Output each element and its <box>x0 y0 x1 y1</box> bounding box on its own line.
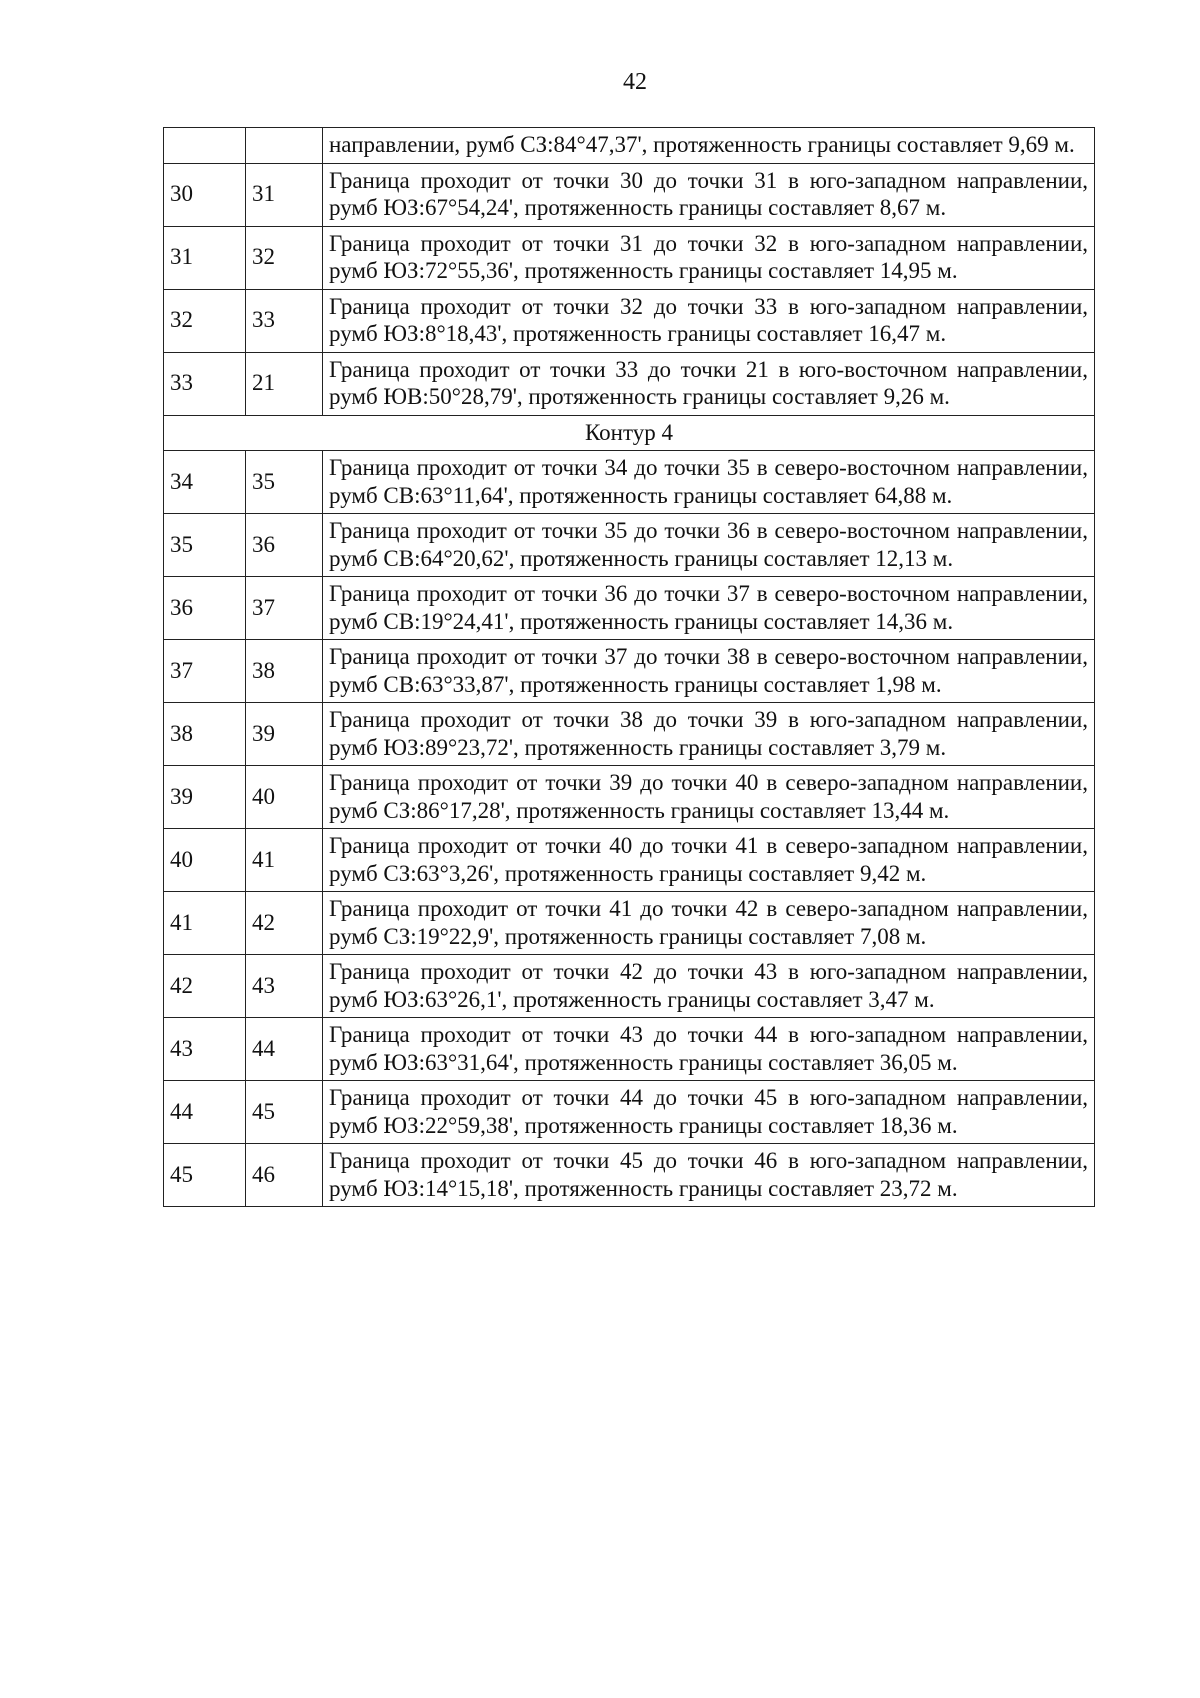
table-row <box>164 226 1095 289</box>
to-point-cell: 39 <box>246 703 323 766</box>
table-row <box>164 128 1095 164</box>
from-point-cell: 32 <box>164 289 246 352</box>
description-cell: Граница проходит от точки 45 до точки 46 в юго-западном направлении, румб ЮЗ:14°15,18', протяженность границы составляет 23,72 м. <box>323 1144 1095 1207</box>
boundary-table <box>163 127 1095 1207</box>
table-row <box>164 640 1095 703</box>
to-point-cell: 41 <box>246 829 323 892</box>
description-cell: Граница проходит от точки 35 до точки 36 в северо-восточном направлении, румб СВ:64°20,62', протяженность границы составляет 12,13 м. <box>323 514 1095 577</box>
table-row <box>164 1081 1095 1144</box>
table-row <box>164 1018 1095 1081</box>
description-cell: Граница проходит от точки 43 до точки 44 в юго-западном направлении, румб ЮЗ:63°31,64', протяженность границы составляет 36,05 м. <box>323 1018 1095 1081</box>
from-point-cell: 40 <box>164 829 246 892</box>
from-point-cell: 35 <box>164 514 246 577</box>
from-point-cell: 44 <box>164 1081 246 1144</box>
description-cell: Граница проходит от точки 40 до точки 41 в северо-западном направлении, румб СЗ:63°3,26', протяженность границы составляет 9,42 м. <box>323 829 1095 892</box>
to-point-cell: 44 <box>246 1018 323 1081</box>
to-point-cell: 37 <box>246 577 323 640</box>
description-cell: Граница проходит от точки 39 до точки 40 в северо-западном направлении, румб СЗ:86°17,28', протяженность границы составляет 13,44 м. <box>323 766 1095 829</box>
table-row <box>164 829 1095 892</box>
from-point-cell: 31 <box>164 226 246 289</box>
from-point-cell: 43 <box>164 1018 246 1081</box>
description-cell: Граница проходит от точки 32 до точки 33 в юго-западном направлении, румб ЮЗ:8°18,43', протяженность границы составляет 16,47 м. <box>323 289 1095 352</box>
section-heading: Контур 4 <box>164 415 1095 451</box>
from-point-cell <box>164 128 246 164</box>
to-point-cell: 21 <box>246 352 323 415</box>
to-point-cell: 35 <box>246 451 323 514</box>
description-cell: Граница проходит от точки 38 до точки 39 в юго-западном направлении, румб ЮЗ:89°23,72', протяженность границы составляет 3,79 м. <box>323 703 1095 766</box>
table-row <box>164 352 1095 415</box>
description-cell: Граница проходит от точки 33 до точки 21 в юго-восточном направлении, румб ЮВ:50°28,79', протяженность границы составляет 9,26 м. <box>323 352 1095 415</box>
to-point-cell: 31 <box>246 163 323 226</box>
table-row <box>164 955 1095 1018</box>
from-point-cell: 30 <box>164 163 246 226</box>
description-cell: Граница проходит от точки 36 до точки 37 в северо-восточном направлении, румб СВ:19°24,41', протяженность границы составляет 14,36 м. <box>323 577 1095 640</box>
to-point-cell: 36 <box>246 514 323 577</box>
to-point-cell: 33 <box>246 289 323 352</box>
to-point-cell: 38 <box>246 640 323 703</box>
to-point-cell: 46 <box>246 1144 323 1207</box>
description-cell: Граница проходит от точки 31 до точки 32 в юго-западном направлении, румб ЮЗ:72°55,36', протяженность границы составляет 14,95 м. <box>323 226 1095 289</box>
table-row <box>164 1144 1095 1207</box>
to-point-cell: 42 <box>246 892 323 955</box>
to-point-cell: 32 <box>246 226 323 289</box>
section-row <box>164 415 1095 451</box>
from-point-cell: 42 <box>164 955 246 1018</box>
table-row <box>164 766 1095 829</box>
description-cell: Граница проходит от точки 30 до точки 31 в юго-западном направлении, румб ЮЗ:67°54,24', протяженность границы составляет 8,67 м. <box>323 163 1095 226</box>
table-row <box>164 577 1095 640</box>
description-cell: Граница проходит от точки 42 до точки 43 в юго-западном направлении, румб ЮЗ:63°26,1', протяженность границы составляет 3,47 м. <box>323 955 1095 1018</box>
from-point-cell: 33 <box>164 352 246 415</box>
to-point-cell: 40 <box>246 766 323 829</box>
table-row <box>164 289 1095 352</box>
to-point-cell: 43 <box>246 955 323 1018</box>
to-point-cell <box>246 128 323 164</box>
from-point-cell: 45 <box>164 1144 246 1207</box>
description-cell: направлении, румб СЗ:84°47,37', протяженность границы составляет 9,69 м. <box>323 128 1095 164</box>
description-cell: Граница проходит от точки 44 до точки 45 в юго-западном направлении, румб ЮЗ:22°59,38', протяженность границы составляет 18,36 м. <box>323 1081 1095 1144</box>
description-cell: Граница проходит от точки 37 до точки 38 в северо-восточном направлении, румб СВ:63°33,87', протяженность границы составляет 1,98 м. <box>323 640 1095 703</box>
from-point-cell: 38 <box>164 703 246 766</box>
to-point-cell: 45 <box>246 1081 323 1144</box>
table-row <box>164 163 1095 226</box>
table-row <box>164 703 1095 766</box>
page-number: 42 <box>623 69 647 95</box>
from-point-cell: 34 <box>164 451 246 514</box>
from-point-cell: 39 <box>164 766 246 829</box>
table-row <box>164 451 1095 514</box>
from-point-cell: 36 <box>164 577 246 640</box>
table-row <box>164 892 1095 955</box>
boundary-table-body <box>164 128 1095 1207</box>
description-cell: Граница проходит от точки 34 до точки 35 в северо-восточном направлении, румб СВ:63°11,64', протяженность границы составляет 64,88 м. <box>323 451 1095 514</box>
description-cell: Граница проходит от точки 41 до точки 42 в северо-западном направлении, румб СЗ:19°22,9', протяженность границы составляет 7,08 м. <box>323 892 1095 955</box>
from-point-cell: 41 <box>164 892 246 955</box>
from-point-cell: 37 <box>164 640 246 703</box>
table-row <box>164 514 1095 577</box>
